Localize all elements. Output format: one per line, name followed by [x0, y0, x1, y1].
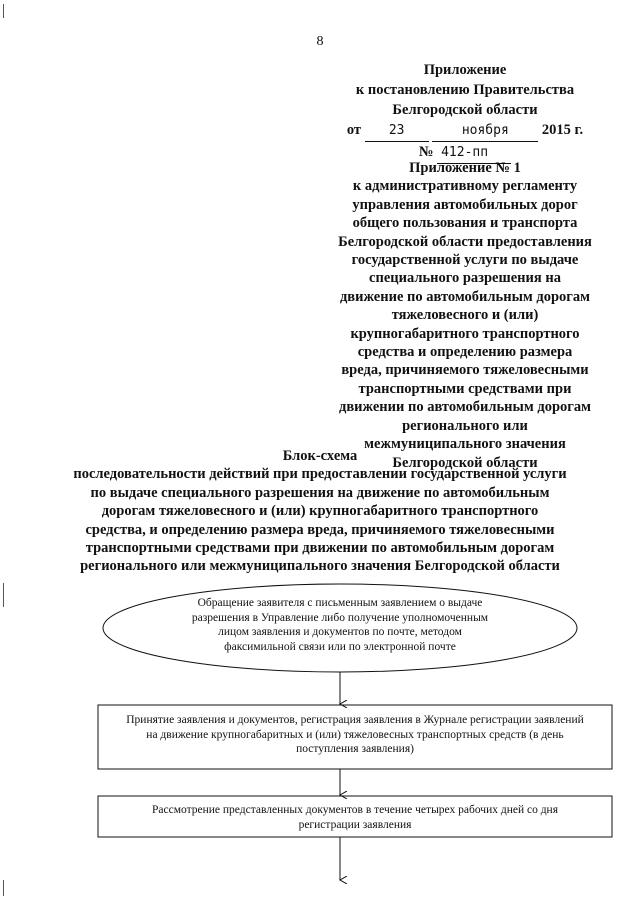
appendix-line-2: Белгородской области: [392, 102, 538, 118]
annex1-line: управления автомобильных дорог: [352, 196, 578, 213]
date-year: 2015 г.: [541, 122, 584, 138]
annex1-line: государственной услуги по выдаче: [351, 252, 579, 269]
appendix-line-1: к постановлению Правительства: [355, 82, 575, 98]
date-month-handwritten: ноября: [432, 121, 538, 142]
annex1-line: средства и определению размера: [357, 344, 573, 361]
annex1-line: движение по автомобильным дорогам: [339, 288, 591, 305]
block-scheme-line: дорогам тяжеловесного и (или) крупногабаритного транспортного: [101, 503, 539, 520]
date-prefix: от: [346, 122, 362, 138]
annex1-line: общего пользования и транспорта: [352, 215, 578, 232]
annex1-line: к административному регламенту: [352, 178, 578, 195]
flow-step1-line: лицом заявления и документов по почте, методом: [218, 626, 462, 638]
annex1-line: межмуниципального значения: [364, 436, 566, 453]
number-prefix: №: [418, 144, 434, 160]
annex1-line: крупногабаритного транспортного: [350, 325, 580, 342]
annex1-line: тяжеловесного и (или): [391, 307, 539, 324]
flow-step3-line: Рассмотрение представленных документов в течение четырех рабочих дней со дня: [151, 804, 559, 816]
flow-step3-line: регистрации заявления: [298, 818, 412, 831]
block-scheme-line: по выдаче специального разрешения на движение по автомобильным: [90, 484, 550, 501]
annex1-line: движении по автомобильным дорогам: [339, 399, 591, 416]
flow-step1-text: [182, 596, 498, 654]
flow-step2-line: поступления заявления): [296, 743, 414, 755]
flow-step2-text: [106, 713, 604, 757]
block-scheme-line: транспортными средствами при движении по автомобильным дорогам: [85, 540, 555, 557]
flow-step2-line: на движение крупногабаритных и (или) тяжеловесных транспортных средств (в день: [146, 728, 564, 741]
number-value-handwritten: 412-пп: [437, 143, 511, 164]
page-number: 8: [316, 34, 324, 49]
block-scheme-line: регионального или межмуниципального значения Белгородской области: [80, 558, 560, 575]
annex1-line: транспортными средствами при: [358, 380, 572, 397]
flow-step1-line: разрешения в Управление либо получение уполномоченным: [191, 611, 489, 624]
annex1-line: специального разрешения на: [369, 270, 561, 287]
flow-step2-line: Принятие заявления и документов, регистрация заявления в Журнале регистрации заявлений: [126, 714, 584, 726]
date-day-handwritten: 23: [365, 121, 429, 142]
annex1-line: регионального или: [402, 417, 528, 434]
block-scheme-heading: Блок-схема: [282, 448, 358, 464]
flow-step1-line: факсимильной связи или по электронной почте: [224, 640, 456, 653]
annex1-line: Белгородской области предоставления: [338, 233, 592, 250]
annex1-line: вреда, причиняемого тяжеловесными: [341, 362, 589, 379]
annex1-line: Приложение № 1: [409, 160, 521, 176]
block-scheme-line: последовательности действий при предоставлении государственной услуги: [73, 466, 567, 483]
flow-step1-line: Обращение заявителя с письменным заявлением о выдаче: [197, 597, 483, 609]
block-scheme-line: средства, и определению размера вреда, причиняемого тяжеловесными: [85, 521, 555, 538]
annex1-line: Белгородской области: [392, 454, 538, 471]
appendix-title: Приложение: [423, 62, 507, 78]
flow-step3-text: [110, 803, 600, 832]
